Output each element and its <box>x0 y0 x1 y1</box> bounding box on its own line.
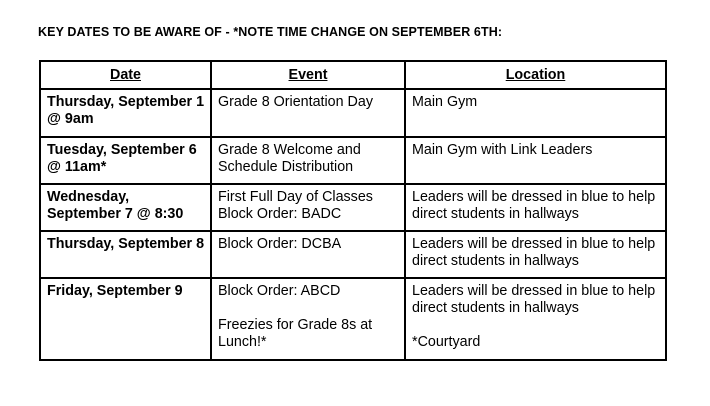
location-line: Leaders will be dressed in blue to help direct students in hallways <box>412 283 656 316</box>
page-heading: KEY DATES TO BE AWARE OF - *NOTE TIME CHANGE ON SEPTEMBER 6TH: <box>38 25 503 39</box>
event-line: Block Order: ABCD <box>218 283 341 299</box>
event-line: Grade 8 Welcome and Schedule Distribution <box>218 142 361 175</box>
location-cell <box>405 231 666 278</box>
date-cell: Friday, September 9 <box>40 278 211 360</box>
location-line: *Courtyard <box>412 334 481 350</box>
date-cell: Wednesday, September 7 @ 8:30 <box>40 184 211 231</box>
event-cell <box>211 231 405 278</box>
event-line: Block Order: DCBA <box>218 236 342 252</box>
column-header-location: Location <box>405 61 666 89</box>
location-line: Leaders will be dressed in blue to help direct students in hallways <box>412 189 656 222</box>
event-cell <box>211 137 405 184</box>
table-row <box>40 184 666 231</box>
table-row <box>40 89 666 137</box>
table-header-row <box>40 61 666 89</box>
date-cell: Thursday, September 1 @ 9am <box>40 89 211 137</box>
event-line: Block Order: BADC <box>218 206 342 222</box>
event-cell <box>211 89 405 137</box>
table-row <box>40 278 666 360</box>
table-row <box>40 137 666 184</box>
location-line: Main Gym <box>412 94 478 110</box>
location-cell <box>405 137 666 184</box>
event-line: First Full Day of Classes <box>218 189 373 205</box>
date-cell: Tuesday, September 6 @ 11am* <box>40 137 211 184</box>
location-line: Main Gym with Link Leaders <box>412 142 593 158</box>
column-header-date: Date <box>40 61 211 89</box>
location-cell <box>405 278 666 360</box>
event-cell <box>211 184 405 231</box>
location-line: Leaders will be dressed in blue to help direct students in hallways <box>412 236 656 269</box>
location-cell <box>405 184 666 231</box>
key-dates-table <box>39 60 667 361</box>
event-line: Freezies for Grade 8s at Lunch!* <box>218 317 373 350</box>
location-cell <box>405 89 666 137</box>
column-header-event: Event <box>211 61 405 89</box>
date-cell: Thursday, September 8 <box>40 231 211 278</box>
event-line: Grade 8 Orientation Day <box>218 94 373 110</box>
event-cell <box>211 278 405 360</box>
table-row <box>40 231 666 278</box>
